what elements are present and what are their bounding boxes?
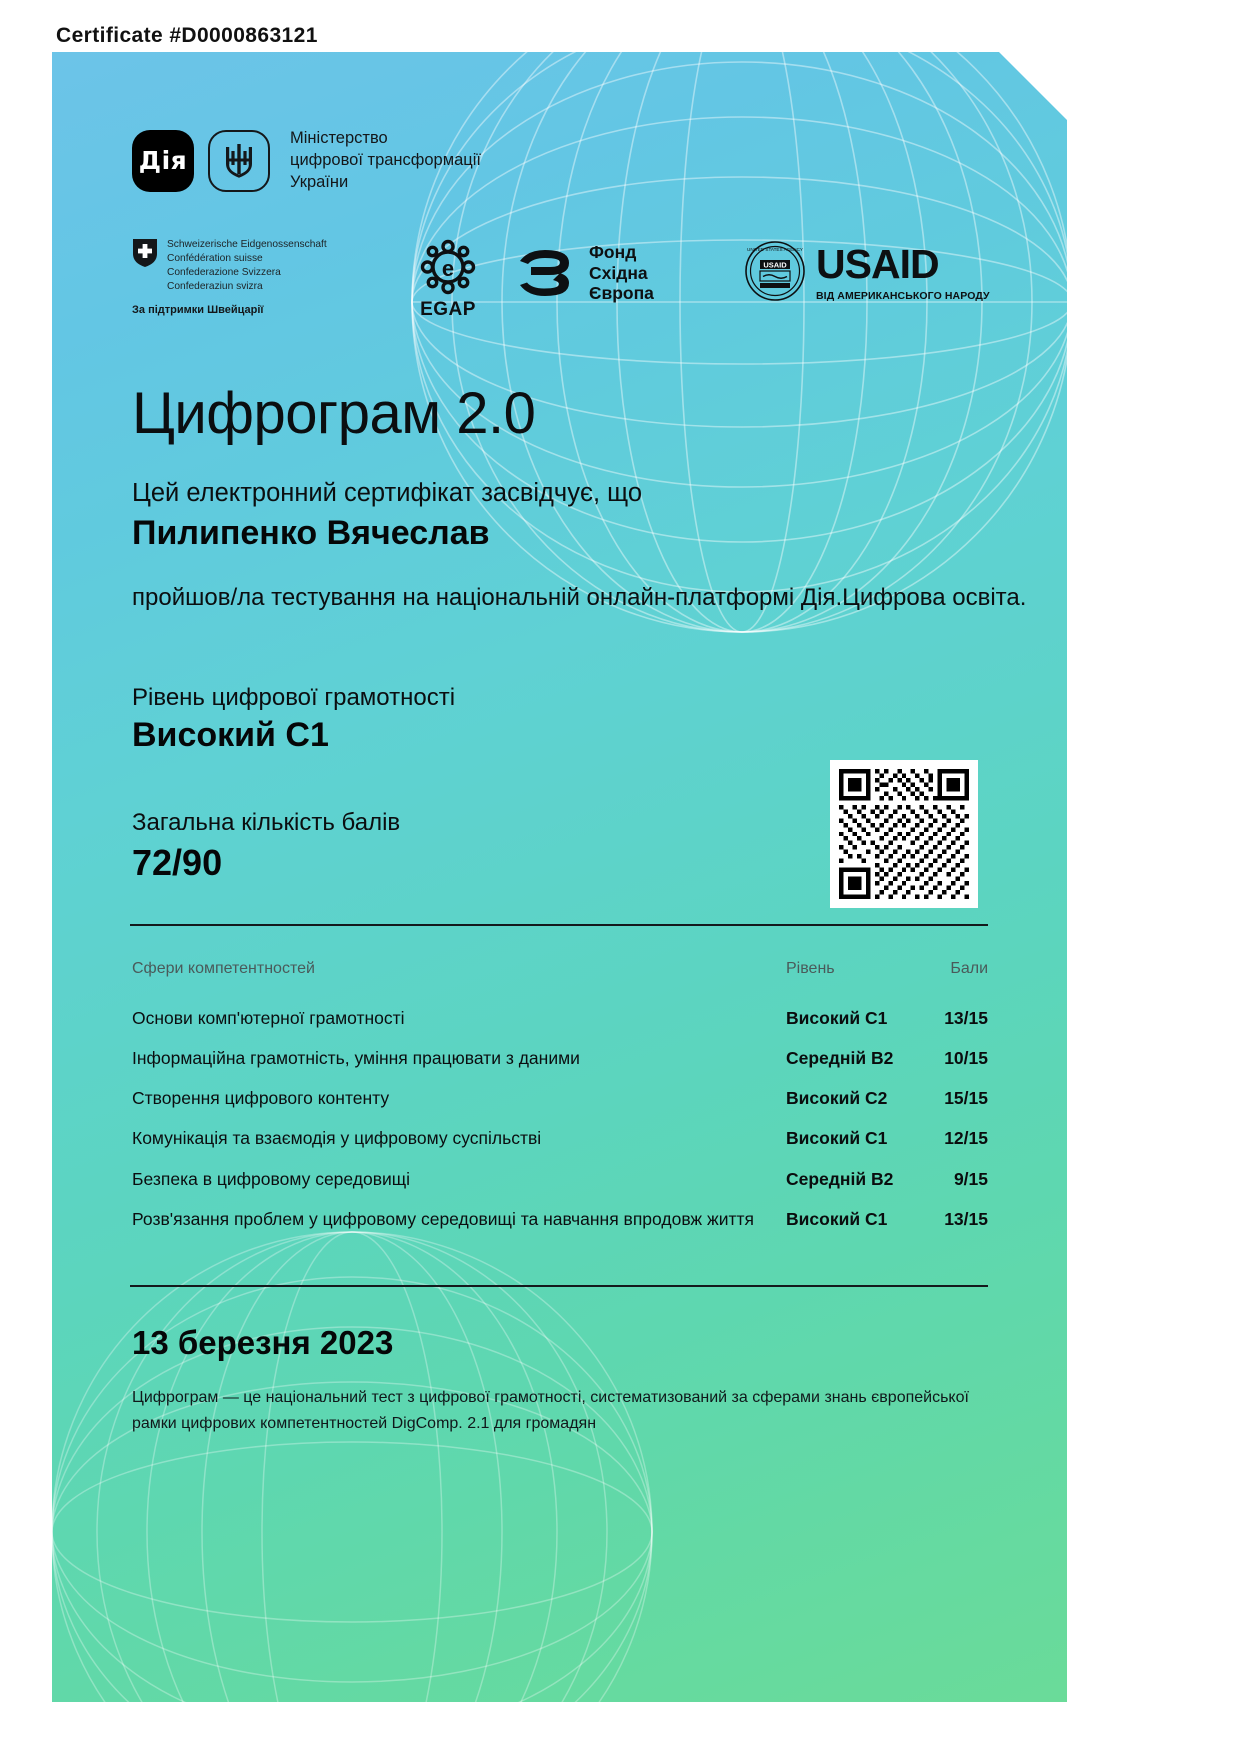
swiss-support-label: За підтримки Швейцарії [132, 304, 264, 316]
swiss-names [167, 238, 327, 294]
competency-points: 12/15 [944, 1128, 988, 1149]
fse-mark-icon [514, 248, 576, 298]
column-header-competencies: Сфери компетентностей [132, 960, 315, 977]
usaid-logo [744, 240, 990, 302]
competency-table-header [132, 960, 988, 978]
competency-table-body [132, 1005, 988, 1246]
partner-logos [132, 238, 1012, 321]
ministry-line-3: України [290, 172, 349, 191]
fse-line-2: Східна [589, 262, 648, 283]
attestation-text: Цей електронний сертифікат засвідчує, що [132, 479, 643, 507]
divider-top [130, 924, 988, 926]
total-score-value: 72/90 [132, 842, 223, 883]
egap-label: EGAP [420, 299, 476, 320]
table-row [132, 1045, 988, 1072]
issue-date: 13 березня 2023 [132, 1324, 394, 1361]
divider-bottom [130, 1285, 988, 1287]
fse-line-1: Фонд [589, 242, 637, 262]
competency-points: 15/15 [944, 1088, 988, 1109]
swiss-line-2: Confédération suisse [167, 253, 263, 265]
fse-logo [514, 242, 744, 304]
swiss-line-3: Confederazione Svizzera [167, 267, 281, 279]
qr-code[interactable] [830, 760, 978, 908]
qr-code-image [839, 769, 969, 899]
table-row [132, 1085, 988, 1112]
competency-level: Високий С1 [786, 1128, 888, 1149]
ministry-line-1: Міністерство [290, 129, 388, 147]
competency-level: Високий С1 [786, 1008, 888, 1028]
egap-logo [382, 238, 514, 321]
swiss-confederation-logo [132, 238, 382, 316]
svg-text:USAID: USAID [763, 260, 787, 270]
literacy-level-value: Високий С1 [132, 716, 329, 754]
table-row [132, 1125, 988, 1152]
competency-level: Середній В2 [786, 1168, 894, 1189]
competency-points: 13/15 [944, 1008, 988, 1028]
dia-logo [132, 130, 194, 192]
swiss-shield-icon [132, 238, 158, 268]
table-row [132, 1206, 988, 1233]
column-header-points: Бали [950, 960, 988, 977]
competency-name: Інформаційна грамотність, уміння працювати з даними [132, 1048, 580, 1069]
competency-name: Комунікація та взаємодія у цифровому суспільстві [132, 1128, 542, 1149]
competency-name: Основи комп'ютерної грамотності [132, 1008, 405, 1028]
certificate-card [52, 52, 1067, 1702]
competency-name: Розв'язання проблем у цифровому середовищі та навчання впродовж життя [132, 1208, 754, 1229]
table-row [132, 1005, 988, 1032]
competency-level: Високий С2 [786, 1088, 888, 1109]
dia-logo-label: Дія [138, 146, 188, 176]
usaid-tagline: ВІД АМЕРИКАНСЬКОГО НАРОДУ [816, 289, 990, 302]
trident-icon [224, 142, 254, 180]
competency-name: Створення цифрового контенту [132, 1088, 390, 1109]
brand-header [132, 128, 481, 193]
svg-text:e: e [441, 256, 455, 281]
certificate-number: Certificate #D0000863121 [56, 24, 318, 47]
trident-emblem-box [208, 130, 270, 192]
svg-text:UNITED STATES AGENCY: UNITED STATES AGENCY [747, 247, 803, 252]
usaid-wordmark: USAID [816, 240, 939, 287]
competency-points: 13/15 [944, 1208, 988, 1229]
competency-name: Безпека в цифровому середовищі [132, 1168, 411, 1189]
literacy-level-label: Рівень цифрової грамотності [132, 684, 456, 711]
holder-name: Пилипенко Вячеслав [132, 514, 490, 552]
fse-name [589, 242, 654, 304]
total-score-label: Загальна кількість балів [132, 809, 401, 836]
swiss-line-1: Schweizerische Eidgenossenschaft [167, 239, 327, 250]
table-row [132, 1166, 988, 1193]
competency-points: 10/15 [944, 1048, 988, 1069]
column-header-level: Рівень [786, 960, 835, 977]
page-title: Цифрограм 2.0 [132, 381, 536, 446]
ministry-line-2: цифрової трансформації [290, 150, 481, 169]
swiss-line-4: Confederaziun svizra [167, 281, 263, 293]
passed-statement: пройшов/ла тестування на національній онлайн-платформі Дія.Цифрова освіта. [132, 584, 1027, 611]
footer-note: Цифрограм — це національний тест з цифрової грамотності, систематизований за сферами знань європейської рамки цифрових компетентностей DigComp. 2.1 для громадян [132, 1389, 969, 1432]
competency-points: 9/15 [953, 1168, 988, 1189]
usaid-seal-icon [744, 240, 806, 302]
ministry-name [290, 128, 481, 193]
competency-level: Середній В2 [786, 1048, 894, 1069]
competency-level: Високий С1 [786, 1208, 888, 1229]
egap-gear-icon [419, 238, 477, 296]
fse-line-3: Європа [589, 283, 654, 304]
